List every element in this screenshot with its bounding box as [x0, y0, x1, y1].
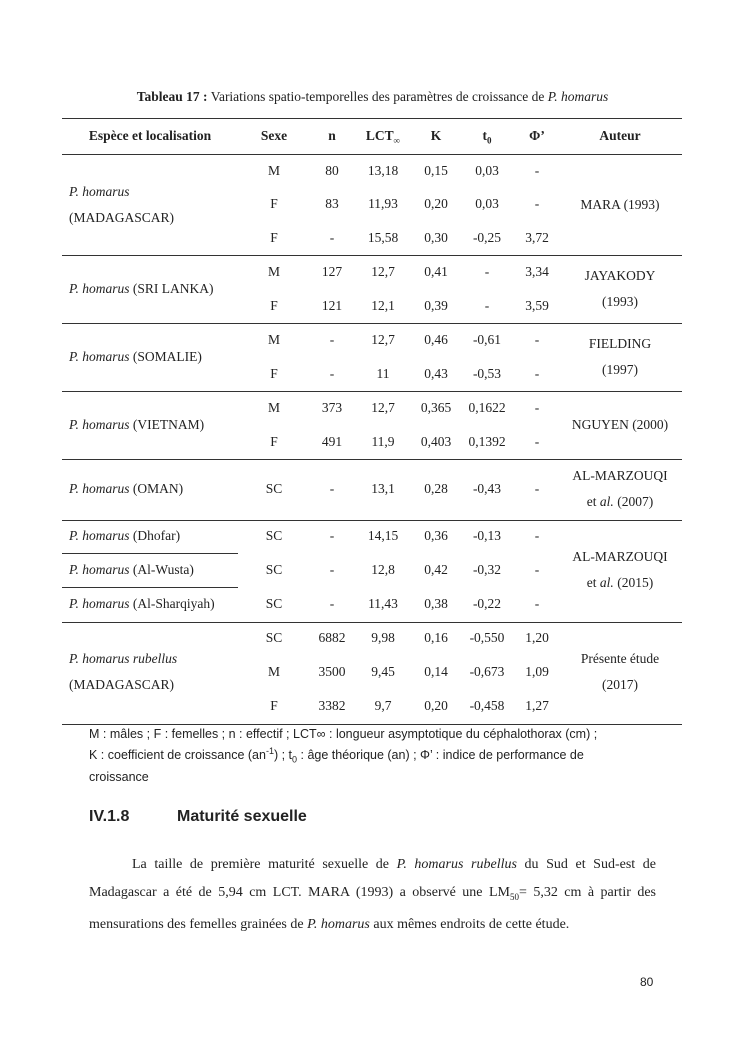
table-rule: [62, 724, 682, 725]
cell-n: 373: [321, 400, 343, 415]
cell-lct: 9,7: [374, 698, 392, 713]
author-line-1: FIELDING: [588, 336, 652, 351]
author-line-1: AL-MARZOUQI: [572, 549, 668, 564]
cell-sexe: M: [267, 664, 281, 679]
caption-text: Variations spatio-temporelles des paramètres de croissance de: [207, 89, 548, 104]
species-location: P. homarus (OMAN): [69, 481, 184, 496]
cell-sexe: M: [267, 400, 281, 415]
author-line-1: AL-MARZOUQI: [572, 468, 668, 483]
notes-line-3: croissance: [89, 769, 149, 784]
cell-t0: -0,13: [472, 528, 502, 543]
cell-k: 0,36: [424, 528, 448, 543]
cell-t0: 0,03: [475, 196, 499, 211]
table-rule: [62, 587, 238, 588]
table-rule: [62, 520, 682, 521]
table-rule: [62, 118, 682, 119]
cell-k: 0,20: [424, 698, 448, 713]
cell-phi: 1,20: [525, 630, 549, 645]
section-title: Maturité sexuelle: [177, 808, 307, 825]
species-location: P. homarus (Dhofar): [69, 528, 181, 543]
table-rule: [62, 459, 682, 460]
species-location: P. homarus (Al-Wusta): [69, 562, 194, 577]
cell-t0: -0,25: [472, 230, 502, 245]
author-line-2: (1993): [602, 294, 638, 309]
cell-t0: -0,32: [472, 562, 502, 577]
cell-phi: -: [534, 400, 540, 415]
cell-n: 83: [325, 196, 339, 211]
cell-k: 0,39: [424, 298, 448, 313]
cell-phi: -: [534, 332, 540, 347]
species-location: P. homarus (SRI LANKA): [69, 281, 214, 296]
cell-lct: 15,58: [367, 230, 399, 245]
cell-t0: -0,61: [472, 332, 502, 347]
cell-k: 0,41: [424, 264, 448, 279]
cell-k: 0,42: [424, 562, 448, 577]
header-n: n: [328, 128, 336, 143]
author-line-2: et al. (2007): [586, 494, 654, 509]
header-phi: Φ’: [529, 128, 545, 143]
cell-k: 0,15: [424, 163, 448, 178]
section-number: IV.1.8: [89, 808, 130, 825]
cell-n: -: [329, 481, 335, 496]
cell-k: 0,14: [424, 664, 448, 679]
section-heading: [89, 808, 307, 826]
header-lct: $LCT_\infty$: [365, 128, 401, 146]
cell-phi: -: [534, 434, 540, 449]
caption-label: Tableau 17 :: [136, 89, 208, 104]
cell-k: 0,403: [420, 434, 452, 449]
cell-sexe: M: [267, 163, 281, 178]
header-k: K: [430, 128, 442, 143]
cell-t0: -0,458: [469, 698, 505, 713]
cell-n: -: [329, 230, 335, 245]
page-number: 80: [640, 975, 654, 989]
cell-n: 121: [321, 298, 343, 313]
cell-n: 127: [321, 264, 343, 279]
cell-k: 0,30: [424, 230, 448, 245]
cell-t0: 0,03: [475, 163, 499, 178]
cell-n: -: [329, 596, 335, 611]
cell-t0: -0,43: [472, 481, 502, 496]
cell-k: 0,43: [424, 366, 448, 381]
species-location: (MADAGASCAR): [69, 677, 175, 692]
table-rule: [62, 154, 682, 155]
species-location: P. homarus (Al-Sharqiyah): [69, 596, 215, 611]
cell-t0: -: [484, 298, 490, 313]
cell-phi: 3,34: [525, 264, 549, 279]
body-paragraph: La taille de première maturité sexuelle de P. homarus rubellus du Sud et Sud-est de Madagascar a été de 5,94 cm LCT. MARA (1993) a observé une $LM_{50}= 5,32$ cm à partir des mensurations des femelles grainées de P. homarus aux mêmes endroits de cette étude.: [89, 857, 656, 932]
table-caption: [0, 89, 745, 105]
cell-phi: -: [534, 528, 540, 543]
table-rule: [62, 391, 682, 392]
cell-sexe: SC: [265, 596, 283, 611]
author-line-2: (1997): [602, 362, 638, 377]
cell-lct: 12,8: [371, 562, 395, 577]
cell-k: 0,38: [424, 596, 448, 611]
species-location: (MADAGASCAR): [69, 209, 175, 225]
cell-sexe: SC: [265, 562, 283, 577]
cell-lct: 11,43: [368, 596, 398, 611]
table-rule: [62, 622, 682, 623]
cell-lct: 12,7: [371, 332, 395, 347]
cell-n: -: [329, 332, 335, 347]
cell-n: 3500: [318, 664, 346, 679]
cell-n: 80: [325, 163, 339, 178]
caption-species: P. homarus: [547, 89, 609, 104]
species-name: P. homarus: [69, 183, 130, 199]
author: NGUYEN (2000): [571, 417, 669, 432]
cell-t0: -0,673: [469, 664, 505, 679]
cell-sexe: SC: [265, 528, 283, 543]
cell-sexe: F: [270, 196, 278, 211]
author-line-1: JAYAKODY: [584, 268, 656, 283]
author-line-1: Présente étude: [580, 651, 660, 666]
cell-sexe: M: [267, 264, 281, 279]
cell-phi: 1,09: [525, 664, 549, 679]
cell-lct: 13,1: [371, 481, 395, 496]
cell-phi: -: [534, 366, 540, 381]
cell-sexe: F: [270, 230, 278, 245]
table-rule: [62, 323, 682, 324]
cell-phi: -: [534, 196, 540, 211]
table-rule: [62, 553, 238, 554]
cell-sexe: M: [267, 332, 281, 347]
cell-t0: 0,1622: [468, 400, 506, 415]
cell-n: 6882: [318, 630, 346, 645]
header-t0: $t_0$: [482, 128, 492, 146]
cell-t0: -0,22: [472, 596, 502, 611]
cell-n: -: [329, 562, 335, 577]
cell-lct: 12,1: [371, 298, 395, 313]
cell-lct: 9,98: [371, 630, 395, 645]
author-line-2: et al. (2015): [586, 575, 654, 590]
cell-phi: 3,72: [525, 230, 549, 245]
author: MARA (1993): [580, 196, 660, 212]
cell-n: 3382: [318, 698, 346, 713]
cell-t0: 0,1392: [468, 434, 506, 449]
table-rule: [62, 255, 682, 256]
cell-k: 0,20: [424, 196, 448, 211]
cell-t0: -0,550: [469, 630, 505, 645]
cell-lct: 13,18: [367, 163, 399, 178]
notes-line-1: M : mâles ; F : femelles ; n : effectif ; LCT∞ : longueur asymptotique du céphalothorax (cm) ;: [89, 727, 598, 741]
cell-lct: 9,45: [371, 664, 395, 679]
cell-lct: 11,9: [371, 434, 395, 449]
header-sexe: Sexe: [260, 128, 288, 143]
table-notes: [89, 726, 669, 786]
cell-lct: 14,15: [367, 528, 399, 543]
cell-k: 0,365: [420, 400, 452, 415]
cell-sexe: F: [270, 434, 278, 449]
cell-lct: 12,7: [371, 400, 395, 415]
cell-lct: 11,93: [368, 196, 398, 211]
cell-lct: 12,7: [371, 264, 395, 279]
header-auteur: Auteur: [599, 128, 641, 143]
author-line-2: (2017): [602, 677, 638, 692]
cell-k: 0,28: [424, 481, 448, 496]
cell-sexe: SC: [265, 630, 283, 645]
cell-t0: -0,53: [472, 366, 502, 381]
species-name: P. homarus rubellus: [69, 651, 178, 666]
cell-sexe: F: [270, 298, 278, 313]
cell-lct: 11: [376, 366, 390, 381]
cell-phi: -: [534, 481, 540, 496]
header-species: Espèce et localisation: [88, 128, 212, 143]
species-location: P. homarus (SOMALIE): [69, 349, 202, 364]
species-location: P. homarus (VIETNAM): [69, 417, 205, 432]
cell-k: 0,46: [424, 332, 448, 347]
cell-phi: -: [534, 596, 540, 611]
cell-sexe: F: [270, 698, 278, 713]
notes-line-2: K : coefficient de croissance $(an^{-1})$ ; $t_0$ : âge théorique (an) ; Φ’ : indice de performance de: [89, 746, 584, 765]
cell-phi: -: [534, 163, 540, 178]
cell-n: -: [329, 366, 335, 381]
cell-phi: -: [534, 562, 540, 577]
cell-phi: 3,59: [525, 298, 549, 313]
cell-n: -: [329, 528, 335, 543]
cell-sexe: SC: [265, 481, 283, 496]
cell-phi: 1,27: [525, 698, 549, 713]
cell-sexe: F: [270, 366, 278, 381]
cell-n: 491: [321, 434, 343, 449]
cell-k: 0,16: [424, 630, 448, 645]
cell-t0: -: [484, 264, 490, 279]
